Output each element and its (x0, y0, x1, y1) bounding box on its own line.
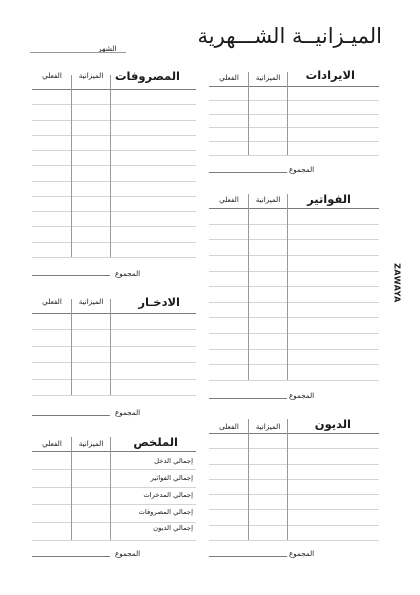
table-column-rule (248, 72, 249, 155)
expenses-total-label: المجموع (115, 269, 141, 278)
table-row[interactable] (32, 362, 196, 363)
expenses-col-actual: الفعلي (42, 71, 62, 80)
page-title: الميـزانيــة الشـــهرية (197, 24, 382, 48)
income-total-label: المجموع (289, 165, 315, 174)
expenses-total-line[interactable] (32, 275, 110, 276)
income-total-line[interactable] (209, 172, 287, 173)
table-header-rule (32, 89, 196, 90)
summary-title: الملخص (133, 435, 178, 449)
table-row[interactable] (32, 104, 196, 105)
expenses-col-budget: الميزانية (78, 71, 104, 80)
expenses-title: المصروفات (114, 69, 180, 83)
table-row[interactable] (209, 364, 379, 365)
table-column-rule (248, 194, 249, 380)
table-row[interactable] (32, 150, 196, 151)
summary-row-label: إجمالي الدخل (154, 457, 193, 465)
table-column-rule (110, 299, 111, 395)
table-row[interactable] (209, 271, 379, 272)
table-row[interactable] (209, 380, 379, 381)
table-row[interactable] (209, 333, 379, 334)
table-column-rule (71, 299, 72, 395)
brand-logo: ZAWAYA (392, 263, 402, 303)
table-row[interactable] (209, 479, 379, 480)
table-row[interactable] (209, 114, 379, 115)
table-row[interactable] (32, 346, 196, 347)
table-column-rule (287, 419, 288, 540)
table-header-rule (209, 86, 379, 87)
income-col-actual: الفعلي (219, 73, 239, 82)
table-row[interactable] (209, 317, 379, 318)
savings-col-actual: الفعلي (42, 297, 62, 306)
income-col-budget: الميزانية (255, 73, 281, 82)
table-row[interactable] (209, 464, 379, 465)
table-row[interactable] (32, 120, 196, 121)
table-row[interactable] (209, 100, 379, 101)
table-row[interactable] (209, 448, 379, 449)
table-header-rule (32, 451, 196, 452)
table-row[interactable] (32, 242, 196, 243)
income-title: الايرادات (305, 68, 355, 82)
table-row[interactable] (32, 181, 196, 182)
bills-total-line[interactable] (209, 398, 287, 399)
bills-col-actual: الفعلي (219, 195, 239, 204)
summary-col-actual: الفعلي (42, 439, 62, 448)
summary-row-label: إجمالي المدخرات (143, 491, 193, 499)
table-column-rule (71, 437, 72, 540)
table-column-rule (287, 72, 288, 155)
debts-col-budget: الميزانية (255, 422, 281, 431)
debts-col-actual: الفعلى (219, 422, 239, 431)
savings-title: الادخـار (138, 295, 180, 309)
debts-total-label: المجموع (289, 549, 315, 558)
table-row[interactable] (209, 540, 379, 541)
table-row[interactable] (32, 196, 196, 197)
summary-row-label: إجمالي الديون (153, 524, 193, 532)
table-row[interactable] (209, 127, 379, 128)
table-row[interactable] (209, 141, 379, 142)
debts-total-line[interactable] (209, 556, 287, 557)
table-row[interactable] (209, 239, 379, 240)
table-row[interactable] (209, 224, 379, 225)
summary-col-budget: الميزانية (78, 439, 104, 448)
month-field-line[interactable] (30, 52, 126, 53)
table-row[interactable] (32, 504, 196, 505)
table-row[interactable] (32, 395, 196, 396)
table-row[interactable] (32, 257, 196, 258)
table-row[interactable] (32, 469, 196, 470)
table-row[interactable] (32, 211, 196, 212)
savings-total-line[interactable] (32, 415, 110, 416)
month-label: الشهر (98, 44, 117, 53)
table-row[interactable] (32, 135, 196, 136)
bills-title: الفواتير (307, 192, 351, 206)
table-header-rule (209, 208, 379, 209)
table-row[interactable] (209, 155, 379, 156)
table-header-rule (209, 433, 379, 434)
table-column-rule (71, 75, 72, 257)
table-row[interactable] (209, 525, 379, 526)
summary-total-label: المجموع (115, 549, 141, 558)
summary-row-label: إجمالي الفواتير (150, 474, 193, 482)
summary-row-label: إجمالي المصروفات (138, 508, 193, 516)
table-column-rule (110, 437, 111, 540)
bills-total-label: المجموع (289, 391, 315, 400)
table-row[interactable] (209, 255, 379, 256)
savings-total-label: المجموع (115, 408, 141, 417)
table-row[interactable] (209, 286, 379, 287)
table-row[interactable] (209, 302, 379, 303)
table-row[interactable] (32, 487, 196, 488)
table-row[interactable] (209, 494, 379, 495)
table-row[interactable] (209, 349, 379, 350)
table-column-rule (287, 194, 288, 380)
table-column-rule (110, 75, 111, 257)
table-column-rule (248, 419, 249, 540)
summary-total-line[interactable] (32, 556, 110, 557)
table-header-rule (32, 313, 196, 314)
table-row[interactable] (32, 165, 196, 166)
savings-col-budget: الميزانية (78, 297, 104, 306)
debts-title: الديون (314, 417, 351, 431)
table-row[interactable] (32, 329, 196, 330)
table-row[interactable] (32, 379, 196, 380)
table-row[interactable] (32, 226, 196, 227)
table-row[interactable] (32, 540, 196, 541)
bills-col-budget: الميزانية (255, 195, 281, 204)
table-row[interactable] (209, 509, 379, 510)
